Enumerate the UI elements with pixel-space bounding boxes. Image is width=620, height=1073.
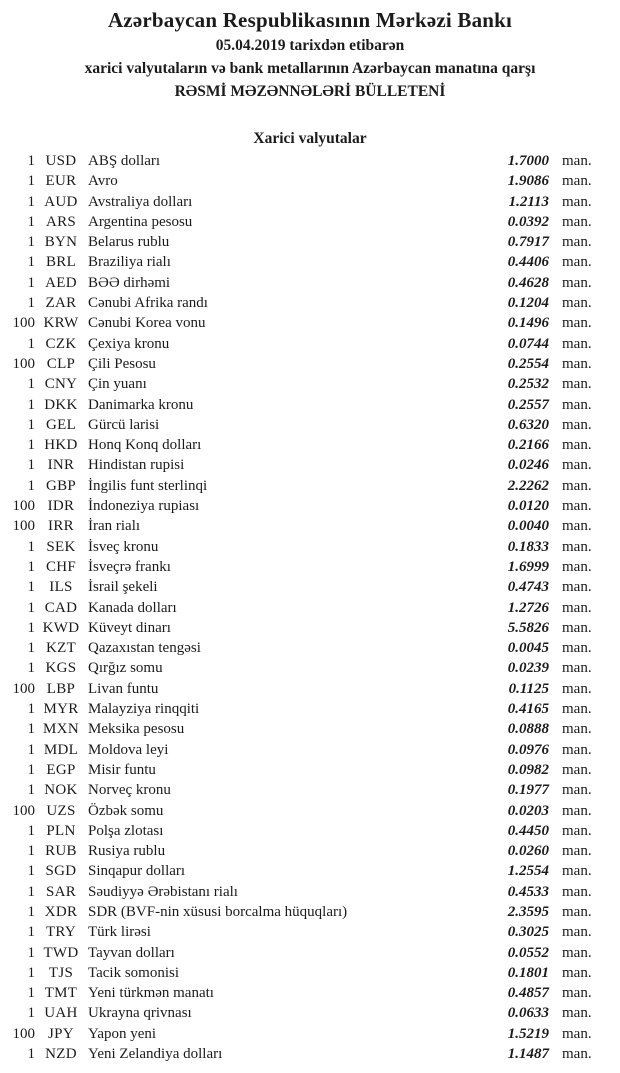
quantity-cell: 1	[27, 701, 35, 718]
quantity-cell: 1	[27, 843, 35, 860]
rate-row	[0, 600, 620, 620]
currency-name: Sinqapur dolları	[88, 863, 186, 880]
rate-value: 0.0246	[507, 457, 549, 474]
currency-code: HKD	[44, 437, 78, 454]
rate-row	[0, 397, 620, 417]
currency-name: Braziliya rialı	[88, 254, 171, 271]
unit-label: man.	[562, 254, 592, 271]
unit-label: man.	[562, 437, 592, 454]
quantity-cell: 1	[27, 538, 35, 555]
unit-label: man.	[562, 558, 592, 575]
rate-value: 1.2554	[507, 863, 549, 880]
quantity-cell: 1	[27, 1046, 35, 1063]
quantity-cell: 1	[27, 903, 35, 920]
unit-label: man.	[562, 173, 592, 190]
currency-name: Belarus rublu	[88, 234, 170, 251]
rate-value: 1.1487	[507, 1046, 549, 1063]
rate-row	[0, 336, 620, 356]
currency-name: İndoneziya rupiası	[88, 498, 200, 515]
rate-value: 0.0260	[507, 843, 549, 860]
rate-value: 0.4628	[507, 274, 549, 291]
rate-row	[0, 356, 620, 376]
currency-name: Meksika pesosu	[88, 721, 185, 738]
currency-code: RUB	[45, 843, 77, 860]
quantity-cell: 100	[12, 498, 35, 515]
rate-row	[0, 660, 620, 680]
unit-label: man.	[562, 335, 592, 352]
rate-value: 0.6320	[507, 416, 549, 433]
currency-code: GBP	[45, 477, 77, 494]
rate-value: 0.4857	[507, 985, 549, 1002]
quantity-cell: 1	[27, 822, 35, 839]
currency-code: KGS	[45, 660, 77, 677]
currency-name: Çexiya kronu	[88, 335, 170, 352]
rate-value: 1.7000	[507, 153, 549, 169]
currency-code: TMT	[44, 985, 78, 1002]
rate-row	[0, 721, 620, 741]
currency-code: NOK	[44, 782, 78, 799]
rate-value: 1.9086	[507, 173, 549, 190]
quantity-cell: 1	[27, 883, 35, 900]
unit-label: man.	[562, 376, 592, 393]
currency-name: Rusiya rublu	[88, 843, 166, 860]
rate-row	[0, 194, 620, 214]
unit-label: man.	[562, 822, 592, 839]
quantity-cell: 1	[27, 213, 35, 230]
rate-value: 0.1204	[507, 295, 549, 312]
currency-code: CLP	[46, 355, 76, 372]
currency-name: Qazaxıstan tengəsi	[88, 640, 201, 657]
rate-row	[0, 640, 620, 660]
unit-label: man.	[562, 477, 592, 494]
rate-value: 0.4743	[507, 579, 549, 596]
rate-row	[0, 254, 620, 274]
quantity-cell: 1	[27, 437, 35, 454]
unit-label: man.	[562, 579, 592, 596]
rate-row	[0, 924, 620, 944]
quantity-cell: 1	[27, 234, 35, 251]
rate-row	[0, 884, 620, 904]
rate-value: 0.0120	[507, 498, 549, 515]
currency-name: Yeni Zelandiya dolları	[88, 1046, 223, 1063]
rate-row	[0, 1005, 620, 1025]
rate-row	[0, 701, 620, 721]
rate-value: 2.2262	[507, 477, 549, 494]
quantity-cell: 1	[27, 640, 35, 657]
unit-label: man.	[562, 1046, 592, 1063]
currency-code: XDR	[44, 903, 78, 920]
currency-code: ILS	[49, 579, 73, 596]
currency-name: Danimarka kronu	[88, 396, 194, 413]
rate-value: 1.5219	[507, 1025, 549, 1042]
currency-name: Avstraliya dolları	[88, 193, 193, 210]
quantity-cell: 1	[27, 944, 35, 961]
unit-label: man.	[562, 599, 592, 616]
currency-name: Misir funtu	[88, 761, 156, 778]
currency-name: Cənubi Korea vonu	[88, 315, 206, 332]
rate-value: 0.0633	[507, 1005, 549, 1022]
unit-label: man.	[562, 213, 592, 230]
rate-row	[0, 539, 620, 559]
currency-name: Gürcü larisi	[88, 416, 160, 433]
quantity-cell: 1	[27, 396, 35, 413]
quantity-cell: 1	[27, 782, 35, 799]
currency-name: Yapon yeni	[88, 1025, 157, 1042]
rate-row	[0, 681, 620, 701]
unit-label: man.	[562, 498, 592, 515]
rate-row	[0, 904, 620, 924]
unit-label: man.	[562, 761, 592, 778]
rate-row	[0, 1026, 620, 1046]
unit-label: man.	[562, 1025, 592, 1042]
quantity-cell: 1	[27, 477, 35, 494]
currency-name: Kanada dolları	[88, 599, 177, 616]
currency-code: USD	[45, 153, 77, 169]
currency-name: İsveç kronu	[88, 538, 159, 555]
currency-code: AED	[45, 274, 77, 291]
unit-label: man.	[562, 660, 592, 677]
rate-row	[0, 417, 620, 437]
currency-name: Çili Pesosu	[88, 355, 156, 372]
unit-label: man.	[562, 396, 592, 413]
quantity-cell: 1	[27, 274, 35, 291]
rate-value: 0.0744	[507, 335, 549, 352]
unit-label: man.	[562, 924, 592, 941]
rate-value: 0.0040	[507, 518, 549, 535]
unit-label: man.	[562, 883, 592, 900]
currency-code: IRR	[48, 518, 74, 535]
unit-label: man.	[562, 619, 592, 636]
rate-row	[0, 315, 620, 335]
currency-code: BYN	[44, 234, 78, 251]
rate-row	[0, 376, 620, 396]
currency-name: Ukrayna qrivnası	[88, 1005, 192, 1022]
currency-code: TRY	[45, 924, 77, 941]
rate-row	[0, 275, 620, 295]
quantity-cell: 100	[12, 680, 35, 697]
bulletin-subtitle: xarici valyutaların və bank metallarının Azərbaycan manatına qarşı	[84, 60, 536, 77]
currency-code: SGD	[45, 863, 77, 880]
currency-name: Qırğız somu	[88, 660, 163, 677]
rate-row	[0, 478, 620, 498]
quantity-cell: 1	[27, 153, 35, 169]
currency-name: Cənubi Afrika randı	[88, 295, 208, 312]
rate-row	[0, 843, 620, 863]
quantity-cell: 100	[12, 355, 35, 372]
currency-code: NZD	[45, 1046, 77, 1063]
unit-label: man.	[562, 964, 592, 981]
rate-value: 0.7917	[507, 234, 549, 251]
currency-name: Polşa zlotası	[88, 822, 164, 839]
currency-name: İsveçrə frankı	[88, 558, 171, 575]
currency-code: INR	[47, 457, 75, 474]
rate-row	[0, 742, 620, 762]
currency-code: CNY	[44, 376, 78, 393]
rate-row	[0, 437, 620, 457]
rate-value: 0.1496	[507, 315, 549, 332]
quantity-cell: 1	[27, 558, 35, 575]
rate-row	[0, 173, 620, 193]
rate-row	[0, 214, 620, 234]
currency-code: CAD	[44, 599, 78, 616]
rate-row	[0, 518, 620, 538]
quantity-cell: 1	[27, 741, 35, 758]
quantity-cell: 1	[27, 376, 35, 393]
currency-name: ABŞ dolları	[88, 153, 161, 169]
currency-code: ARS	[45, 213, 77, 230]
unit-label: man.	[562, 985, 592, 1002]
currency-code: KRW	[43, 315, 79, 332]
unit-label: man.	[562, 741, 592, 758]
rate-row	[0, 985, 620, 1005]
quantity-cell: 1	[27, 295, 35, 312]
unit-label: man.	[562, 315, 592, 332]
currency-name: Malayziya rinqqiti	[88, 701, 200, 718]
rate-row	[0, 457, 620, 477]
currency-name: Livan funtu	[88, 680, 159, 697]
rate-value: 0.0203	[507, 802, 549, 819]
rate-value: 0.0976	[507, 741, 549, 758]
currency-name: Səudiyyə Ərəbistanı rialı	[88, 883, 238, 900]
currency-code: JPY	[48, 1025, 74, 1042]
quantity-cell: 1	[27, 254, 35, 271]
currency-code: KWD	[42, 619, 80, 636]
quantity-cell: 1	[27, 660, 35, 677]
unit-label: man.	[562, 416, 592, 433]
rate-value: 0.4533	[507, 883, 549, 900]
rate-row	[0, 295, 620, 315]
rate-row	[0, 153, 620, 173]
unit-label: man.	[562, 640, 592, 657]
currency-code: EUR	[45, 173, 77, 190]
currency-name: İsrail şekeli	[88, 579, 158, 596]
unit-label: man.	[562, 802, 592, 819]
unit-label: man.	[562, 701, 592, 718]
rate-value: 1.2726	[507, 599, 549, 616]
currency-code: CHF	[45, 558, 77, 575]
rate-row	[0, 498, 620, 518]
quantity-cell: 1	[27, 985, 35, 1002]
quantity-cell: 100	[12, 802, 35, 819]
unit-label: man.	[562, 782, 592, 799]
unit-label: man.	[562, 721, 592, 738]
rate-row	[0, 559, 620, 579]
bulletin-header	[0, 0, 620, 103]
unit-label: man.	[562, 538, 592, 555]
rate-row	[0, 823, 620, 843]
rate-value: 0.1125	[508, 680, 549, 697]
unit-label: man.	[562, 355, 592, 372]
currency-name: Avro	[88, 173, 118, 190]
rate-value: 0.4406	[507, 254, 549, 271]
quantity-cell: 100	[12, 315, 35, 332]
quantity-cell: 1	[27, 599, 35, 616]
currency-code: DKK	[44, 396, 78, 413]
quantity-cell: 1	[27, 924, 35, 941]
currency-code: MXN	[43, 721, 79, 738]
unit-label: man.	[562, 680, 592, 697]
currency-code: UZS	[46, 802, 76, 819]
quantity-cell: 1	[27, 964, 35, 981]
rate-value: 0.0982	[507, 761, 549, 778]
currency-code: SAR	[45, 883, 77, 900]
rate-value: 0.4165	[507, 701, 549, 718]
currency-name: Yeni türkmən manatı	[88, 985, 214, 1002]
unit-label: man.	[562, 193, 592, 210]
currency-code: ZAR	[45, 295, 77, 312]
currency-name: BƏƏ dirhəmi	[88, 274, 171, 291]
rate-row	[0, 965, 620, 985]
currency-code: PLN	[46, 822, 76, 839]
rate-row	[0, 782, 620, 802]
currency-code: TJS	[48, 964, 74, 981]
currency-code: MYR	[43, 701, 79, 718]
quantity-cell: 1	[27, 173, 35, 190]
currency-name: Çin yuanı	[88, 376, 147, 393]
rate-row	[0, 803, 620, 823]
rate-value: 0.0392	[507, 213, 549, 230]
rate-value: 0.2557	[507, 396, 549, 413]
rate-value: 0.0239	[507, 660, 549, 677]
rate-value: 0.2166	[507, 437, 549, 454]
rate-value: 0.4450	[507, 822, 549, 839]
currency-name: Honq Konq dolları	[88, 437, 202, 454]
unit-label: man.	[562, 457, 592, 474]
currency-code: TWD	[43, 944, 79, 961]
rate-value: 0.1977	[507, 782, 549, 799]
currency-code: SEK	[46, 538, 76, 555]
currency-name: Türk lirəsi	[88, 924, 151, 941]
currency-code: LBP	[46, 680, 76, 697]
rate-row	[0, 234, 620, 254]
rate-value: 0.2554	[507, 355, 549, 372]
rate-value: 0.1833	[507, 538, 549, 555]
quantity-cell: 1	[27, 1005, 35, 1022]
quantity-cell: 100	[12, 1025, 35, 1042]
unit-label: man.	[562, 1005, 592, 1022]
unit-label: man.	[562, 863, 592, 880]
section-title-foreign-currencies: Xarici valyutalar	[253, 130, 367, 147]
rate-value: 0.1801	[507, 964, 549, 981]
rate-value: 0.2532	[507, 376, 549, 393]
quantity-cell: 1	[27, 721, 35, 738]
rate-row	[0, 1046, 620, 1066]
currency-code: KZT	[45, 640, 77, 657]
rate-value: 5.5826	[507, 619, 549, 636]
bank-title: Azərbaycan Respublikasının Mərkəzi Bankı	[107, 8, 513, 32]
currency-code: BRL	[45, 254, 77, 271]
quantity-cell: 1	[27, 193, 35, 210]
unit-label: man.	[562, 944, 592, 961]
unit-label: man.	[562, 903, 592, 920]
rate-value: 0.0045	[507, 640, 549, 657]
rates-table	[0, 153, 620, 1066]
currency-name: SDR (BVF-nin xüsusi borcalma hüquqları)	[88, 903, 348, 920]
unit-label: man.	[562, 843, 592, 860]
currency-name: Hindistan rupisi	[88, 457, 185, 474]
quantity-cell: 1	[27, 619, 35, 636]
rate-value: 2.3595	[507, 903, 549, 920]
unit-label: man.	[562, 518, 592, 535]
currency-name: Tacik somonisi	[88, 964, 180, 981]
currency-name: Moldova leyi	[88, 741, 169, 758]
quantity-cell: 1	[27, 457, 35, 474]
currency-name: İran rialı	[88, 518, 141, 535]
quantity-cell: 1	[27, 863, 35, 880]
rate-value: 0.0888	[507, 721, 549, 738]
bulletin-title: RƏSMİ MƏZƏNNƏLƏRİ BÜLLETENİ	[174, 83, 446, 100]
unit-label: man.	[562, 274, 592, 291]
currency-name: Argentina pesosu	[88, 213, 193, 230]
currency-name: Tayvan dolları	[88, 944, 175, 961]
rate-value: 0.3025	[507, 924, 549, 941]
currency-code: CZK	[45, 335, 77, 352]
rate-row	[0, 762, 620, 782]
currency-name: Özbək somu	[88, 802, 164, 819]
currency-code: GEL	[45, 416, 77, 433]
rate-value: 0.0552	[507, 944, 549, 961]
rate-row	[0, 620, 620, 640]
rate-value: 1.2113	[508, 193, 549, 210]
currency-code: EGP	[46, 761, 76, 778]
currency-code: MDL	[43, 741, 79, 758]
unit-label: man.	[562, 295, 592, 312]
currency-name: Küveyt dinarı	[88, 619, 171, 636]
rate-value: 1.6999	[507, 558, 549, 575]
rate-row	[0, 863, 620, 883]
currency-code: IDR	[47, 498, 75, 515]
effective-date-line: 05.04.2019 tarixdən etibarən	[215, 37, 405, 54]
unit-label: man.	[562, 234, 592, 251]
quantity-cell: 1	[27, 416, 35, 433]
currency-name: Norveç kronu	[88, 782, 171, 799]
quantity-cell: 100	[12, 518, 35, 535]
quantity-cell: 1	[27, 335, 35, 352]
currency-name: İngilis funt sterlinqi	[88, 477, 208, 494]
unit-label: man.	[562, 153, 592, 169]
quantity-cell: 1	[27, 579, 35, 596]
currency-code: UAH	[44, 1005, 78, 1022]
rate-row	[0, 945, 620, 965]
currency-code: AUD	[44, 193, 78, 210]
quantity-cell: 1	[27, 761, 35, 778]
rate-row	[0, 579, 620, 599]
